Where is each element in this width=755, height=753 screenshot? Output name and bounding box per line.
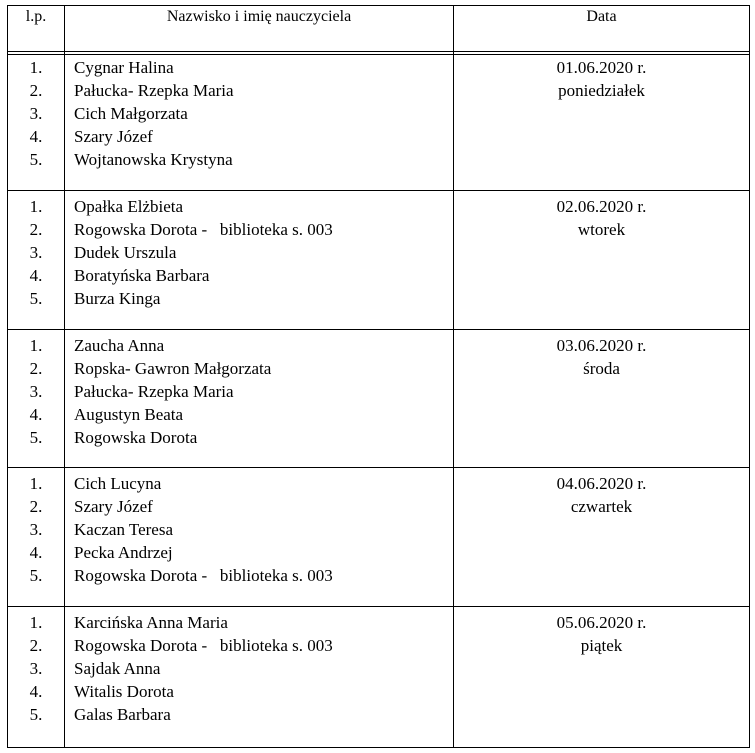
date-value: 04.06.2020 r. [556, 474, 647, 493]
weekday-value: poniedziałek [558, 81, 645, 100]
weekday-value: czwartek [570, 497, 633, 516]
row-number: 5. [29, 705, 43, 724]
row-number: 3. [29, 659, 43, 678]
row-number: 4. [29, 266, 43, 285]
row-divider [7, 606, 750, 607]
row-number: 5. [29, 150, 43, 169]
date-value: 05.06.2020 r. [556, 613, 647, 632]
teacher-name: Pałucka- Rzepka Maria [74, 382, 234, 401]
row-number: 4. [29, 682, 43, 701]
teacher-name: Augustyn Beata [74, 405, 184, 424]
header-divider [7, 51, 750, 52]
row-divider [7, 467, 750, 468]
header-name: Nazwisko i imię nauczyciela [166, 8, 352, 25]
teacher-name: Karcińska Anna Maria [74, 613, 228, 632]
row-number: 5. [29, 428, 43, 447]
teacher-name: Kaczan Teresa [74, 520, 174, 539]
row-number: 5. [29, 566, 43, 585]
column-divider [453, 5, 454, 748]
weekday-value: środa [583, 359, 620, 378]
row-number: 4. [29, 405, 43, 424]
row-number: 3. [29, 243, 43, 262]
row-number: 5. [29, 289, 43, 308]
teacher-name: Wojtanowska Krystyna [74, 150, 233, 169]
teacher-name: Rogowska Dorota [74, 428, 198, 447]
table-border-right [749, 5, 750, 748]
row-divider [7, 190, 750, 191]
weekday-value: piątek [580, 636, 623, 655]
row-divider [7, 329, 750, 330]
teacher-name: Pałucka- Rzepka Maria [74, 81, 234, 100]
table-border-top [7, 5, 750, 6]
row-number: 1. [29, 197, 43, 216]
table-border-bottom [7, 747, 750, 748]
teacher-name: Szary Józef [74, 127, 153, 146]
weekday-value: wtorek [577, 220, 626, 239]
row-number: 2. [29, 636, 43, 655]
teacher-name: Cygnar Halina [74, 58, 174, 77]
teacher-name: Witalis Dorota [74, 682, 174, 701]
teacher-name: Galas Barbara [74, 705, 171, 724]
row-number: 4. [29, 127, 43, 146]
teacher-name: Boratyńska Barbara [74, 266, 210, 285]
row-divider [7, 54, 750, 55]
date-value: 01.06.2020 r. [556, 58, 647, 77]
row-number: 1. [29, 58, 43, 77]
row-number: 2. [29, 220, 43, 239]
teacher-name: Dudek Urszula [74, 243, 177, 262]
row-number: 2. [29, 81, 43, 100]
teacher-name: Pecka Andrzej [74, 543, 173, 562]
teacher-name: Cich Lucyna [74, 474, 162, 493]
teacher-name: Sajdak Anna [74, 659, 161, 678]
row-number: 3. [29, 104, 43, 123]
header-date: Data [586, 8, 617, 25]
date-value: 03.06.2020 r. [556, 336, 647, 355]
teacher-name: Rogowska Dorota - biblioteka s. 003 [74, 220, 333, 239]
row-number: 3. [29, 382, 43, 401]
row-number: 4. [29, 543, 43, 562]
table-border-left [7, 5, 8, 748]
row-number: 1. [29, 474, 43, 493]
teacher-name: Rogowska Dorota - biblioteka s. 003 [74, 636, 333, 655]
row-number: 3. [29, 520, 43, 539]
date-value: 02.06.2020 r. [556, 197, 647, 216]
row-number: 2. [29, 359, 43, 378]
teacher-name: Zaucha Anna [74, 336, 165, 355]
column-divider [64, 5, 65, 748]
teacher-name: Ropska- Gawron Małgorzata [74, 359, 272, 378]
teacher-name: Szary Józef [74, 497, 153, 516]
row-number: 2. [29, 497, 43, 516]
row-number: 1. [29, 613, 43, 632]
teacher-name: Rogowska Dorota - biblioteka s. 003 [74, 566, 333, 585]
row-number: 1. [29, 336, 43, 355]
header-lp: l.p. [25, 8, 47, 25]
teacher-name: Burza Kinga [74, 289, 161, 308]
teacher-name: Opałka Elżbieta [74, 197, 184, 216]
teacher-name: Cich Małgorzata [74, 104, 188, 123]
